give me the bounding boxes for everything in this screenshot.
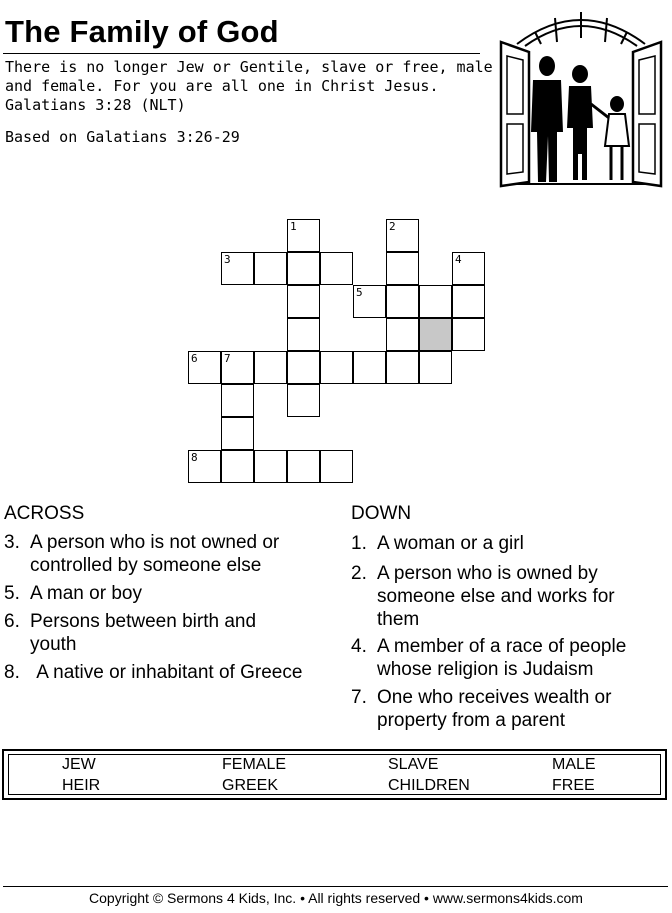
page-title: The Family of God (5, 14, 279, 49)
grid-cell[interactable]: 5 (353, 285, 386, 318)
word-bank-word: HEIR (62, 777, 101, 794)
grid-cell[interactable] (353, 351, 386, 384)
family-at-doorway-icon (495, 4, 667, 192)
clue-text: A person who is owned by someone else and works for them (377, 563, 615, 630)
clue-number: 1. (351, 533, 367, 554)
grid-cell[interactable] (254, 252, 287, 285)
grid-cell[interactable] (419, 285, 452, 318)
grid-cell[interactable] (320, 351, 353, 384)
down-heading: DOWN (351, 503, 412, 524)
grid-cell[interactable] (221, 417, 254, 450)
word-bank-word: SLAVE (388, 756, 439, 773)
word-bank-word: FEMALE (222, 756, 287, 773)
clue-text: A woman or a girl (377, 533, 524, 554)
word-bank-word: CHILDREN (388, 777, 470, 794)
clue-number: 6. (4, 611, 20, 632)
verse-reference: Galatians 3:28 (NLT) (5, 96, 186, 114)
footer-divider (3, 886, 668, 887)
word-bank-word: GREEK (222, 777, 279, 794)
clue-text: A member of a race of people whose religion is Judaism (377, 636, 627, 680)
clue-number: 8. (4, 662, 20, 683)
grid-cell[interactable] (386, 252, 419, 285)
title-divider (3, 53, 480, 54)
grid-cell[interactable] (254, 450, 287, 483)
scripture-verse (5, 58, 493, 115)
word-bank-word: MALE (552, 756, 596, 773)
grid-cell[interactable]: 3 (221, 252, 254, 285)
clue-text: A person who is not owned or controlled by someone else (30, 532, 280, 576)
grid-cell[interactable]: 8 (188, 450, 221, 483)
grid-cell[interactable] (452, 285, 485, 318)
clue-number: 3. (4, 532, 20, 553)
grid-cell[interactable]: 7 (221, 351, 254, 384)
grid-cell[interactable] (221, 384, 254, 417)
grid-cell[interactable] (320, 450, 353, 483)
grid-cell-shaded (419, 318, 452, 351)
word-bank-word: JEW (62, 756, 96, 773)
verse-line: There is no longer Jew or Gentile, slave or free, male (5, 58, 493, 76)
grid-cell[interactable] (419, 351, 452, 384)
grid-cell[interactable] (452, 318, 485, 351)
grid-cell[interactable] (221, 450, 254, 483)
clue-text: A man or boy (30, 583, 142, 604)
clue-text: One who receives wealth or property from a parent (377, 687, 612, 731)
across-heading: ACROSS (4, 503, 85, 524)
grid-cell[interactable] (287, 318, 320, 351)
grid-cell[interactable] (320, 252, 353, 285)
grid-cell[interactable] (386, 318, 419, 351)
clue-text: A native or inhabitant of Greece (32, 662, 303, 683)
grid-cell[interactable]: 6 (188, 351, 221, 384)
clue-number: 5. (4, 583, 20, 604)
grid-cell[interactable] (287, 351, 320, 384)
clue-number: 7. (351, 687, 367, 708)
grid-cell[interactable] (254, 351, 287, 384)
grid-cell[interactable]: 2 (386, 219, 419, 252)
grid-cell[interactable] (287, 450, 320, 483)
grid-cell[interactable] (386, 285, 419, 318)
clue-text: Persons between birth and youth (30, 611, 257, 655)
grid-cell[interactable] (287, 252, 320, 285)
clue-number: 2. (351, 563, 367, 584)
copyright-footer: Copyright © Sermons 4 Kids, Inc. • All rights reserved • www.sermons4kids.com (89, 890, 583, 906)
grid-cell[interactable]: 4 (452, 252, 485, 285)
based-on-reference: Based on Galatians 3:26-29 (5, 128, 240, 146)
word-bank-word: FREE (552, 777, 595, 794)
clue-number: 4. (351, 636, 367, 657)
grid-cell[interactable]: 1 (287, 219, 320, 252)
grid-cell[interactable] (386, 351, 419, 384)
grid-cell[interactable] (287, 285, 320, 318)
grid-cell[interactable] (287, 384, 320, 417)
verse-line: and female. For you are all one in Christ Jesus. (5, 77, 439, 95)
